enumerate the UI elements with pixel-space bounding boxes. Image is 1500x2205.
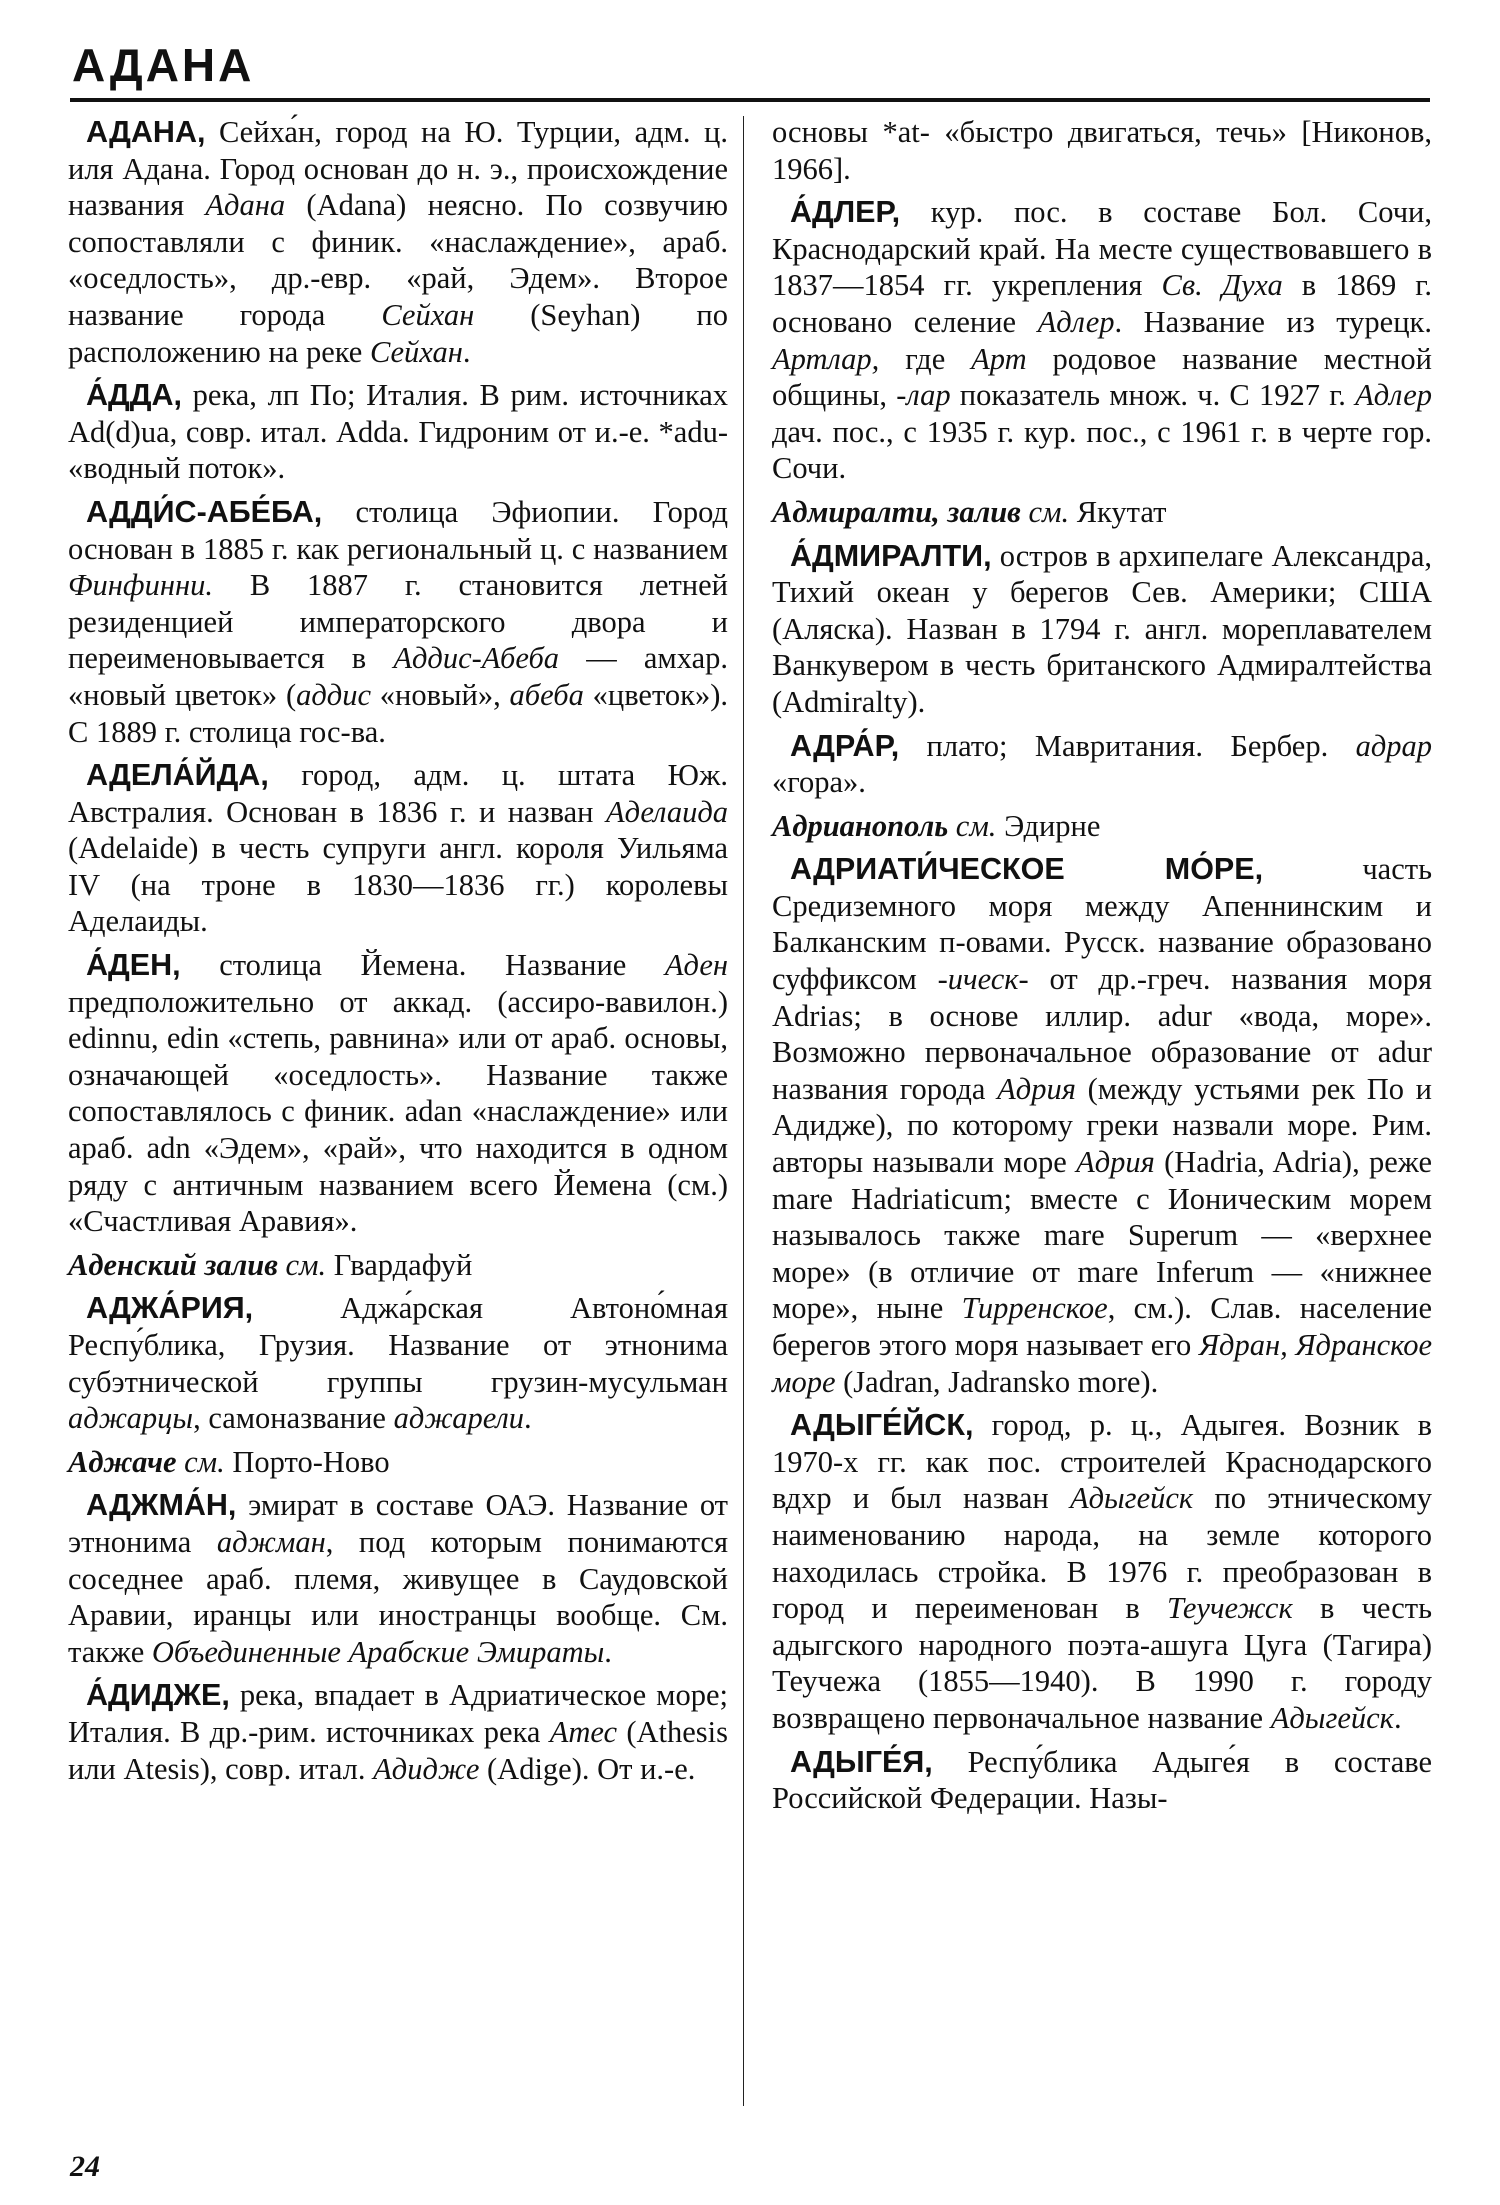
headword: А́ДИДЖЕ, [86,1678,230,1713]
entry-continuation: основы *at- «быстро двигаться, течь» [Никонов, 1966]. [772,115,1432,186]
headword: АДДИ́С-АБЕ́БА, [86,494,323,529]
cross-reference-adzhache: Аджаче см. Порто-Ново [68,1444,390,1479]
header-rule [70,98,1430,102]
entry-adriatic-sea: АДРИАТИ́ЧЕСКОЕ МО́РЕ, часть Средиземного моря между Апеннинским и Балканским п-овами. Русск. название образовано суффиксом -ическ- от др.-греч. названия моря Adrias; в основе иллир. adur «вода, море». Возможно первоначальное образование от adur названия города Адрия (между устьями рек По и Адидже), по которому греки назвали море. Рим. авторы называли море Адрия (Hadria, Adria), реже mare Hadriaticum; вместе с Ионическим морем называлось также mare Superum — «верхнее море» (в отличие от mare Inferum — «нижнее море», ныне Тирренское, см.). Слав. население берегов этого моря называет его Ядран, Ядранское море (Jadran, Jadransko more). [772,852,1433,1399]
entry-adygeisk: АДЫГЕ́ЙСК, город, р. ц., Адыгея. Возник в 1970-х гг. как пос. строителей Краснодарского вдхр и был назван Адыгейск по этническому наименованию народа, на земле которого находилась стройка. В 1976 г. преобразован в город и переименован в Теучежск в честь адыгского народного поэта-ашуга Цуга (Тагира) Теучежа (1855—1940). В 1990 г. городу возвращено первоначальное название Адыгейск. [772,1408,1432,1735]
headword: АДРА́Р, [790,728,900,763]
running-head: АДАНА [72,39,255,91]
entry-adzharia: АДЖА́РИЯ, Аджа́рская Автоно́мная Респу́блика, Грузия. Название от этнонима субэтнической группы грузин-мусульман аджарцы, самоназвание аджарели. [68,1291,728,1436]
headword: АДЖА́РИЯ, [86,1291,254,1326]
right-column [772,114,1432,1824]
entry-adelaida: АДЕЛА́ЙДА, город, адм. ц. штата Юж. Австралия. Основан в 1836 г. и назван Аделаида (Adelaide) в честь супруги англ. короля Уильяма IV (на троне в 1830—1836 гг.) королевы Аделаиды. [68,758,728,939]
entry-adidzhe: А́ДИДЖЕ, река, впадает в Адриатическое море; Италия. В др.-рим. источниках река Атес (Athesis или Atesis), совр. итал. Адидже (Adige). От и.-е. [68,1678,728,1786]
cross-reference-adrianopol: Адрианополь см. Эдирне [772,808,1101,843]
headword: А́ДМИРАЛТИ, [790,538,992,573]
left-column [68,114,728,1794]
headword: А́ДЕН, [86,948,181,983]
entry-addis-abeba: АДДИ́С-АБЕ́БА, столица Эфиопии. Город основан в 1885 г. как региональный ц. с названием Финфинни. В 1887 г. становится летней резиденцией императорского двора и переименовывается в Аддис-Абеба — амхар. «новый цветок» (аддис «новый», абеба «цветок»). С 1889 г. столица гос-ва. [68,494,728,749]
headword: АДЖМА́Н, [86,1488,237,1523]
headword: А́ДДА, [86,378,182,413]
entry-adler: А́ДЛЕР, кур. пос. в составе Бол. Сочи, Краснодарский край. На месте существовавшего в 1837—1854 гг. укрепления Св. Духа в 1869 г. основано селение Адлер. Название из турецк. Артлар, где Арт родовое название местной общины, -лар показатель множ. ч. С 1927 г. Адлер дач. пос., с 1935 г. кур. пос., с 1961 г. в черте гор. Сочи. [772,195,1433,486]
entry-adygeya: АДЫГЕ́Я, Респу́блика Адыге́я в составе Российской Федерации. Назы- [772,1744,1432,1816]
column-divider [743,116,744,2106]
entry-adzhman: АДЖМА́Н, эмират в составе ОАЭ. Название от этнонима аджман, под которым понимаются соседнее араб. племя, живущее в Саудовской Аравии, иранцы или иностранцы вообще. См. также Объединенные Арабские Эмираты. [68,1488,728,1669]
page-number: 24 [70,2150,100,2183]
entry-adda: А́ДДА, река, лп По; Италия. В рим. источниках Ad(d)ua, совр. итал. Adda. Гидроним от и.-е. *adu- «водный поток». [68,378,728,486]
headword: АДЫГЕ́ЙСК, [790,1408,974,1443]
cross-reference-aden-gulf: Аденский залив см. Гвардафуй [68,1247,473,1282]
entry-aden: А́ДЕН, столица Йемена. Название Аден предположительно от аккад. (ассиро-вавилон.) edinnu, edin «степь, равнина» или от араб. основы, означающей «оседлость». Название также сопоставлялось с финик. adan «наслаждение» или араб. adn «Эдем», «рай», что находится в одном ряду с античным названием всего Йемена (см.) «Счастливая Аравия». [68,948,728,1239]
headword: АДРИАТИ́ЧЕСКОЕ МО́РЕ, [790,852,1264,887]
cross-reference-admiralty-bay: Адмиралти, залив см. Якутат [772,494,1167,529]
headword: АДЕЛА́ЙДА, [86,758,269,793]
entry-adana: АДАНА, Сейха́н, город на Ю. Турции, адм. ц. иля Адана. Город основан до н. э., происхождение названия Адана (Adana) неясно. По созвучию сопоставляли с финик. «наслаждение», араб. «оседлость», др.-евр. «рай, Эдем». Второе название города Сейхан (Seyhan) по расположению на реке Сейхан. [68,115,728,369]
headword: А́ДЛЕР, [790,195,901,230]
headword: АДАНА, [86,115,206,149]
headword: АДЫГЕ́Я, [790,1744,933,1779]
entry-adrar: АДРА́Р, плато; Мавритания. Бербер. адрар «гора». [772,728,1432,800]
entry-admiralty: А́ДМИРАЛТИ, остров в архипелаге Александра, Тихий океан у берегов Сев. Америки; США (Аляска). Назван в 1794 г. англ. мореплавателем Ванкувером в честь британского Адмиралтейства (Admiralty). [772,538,1432,719]
